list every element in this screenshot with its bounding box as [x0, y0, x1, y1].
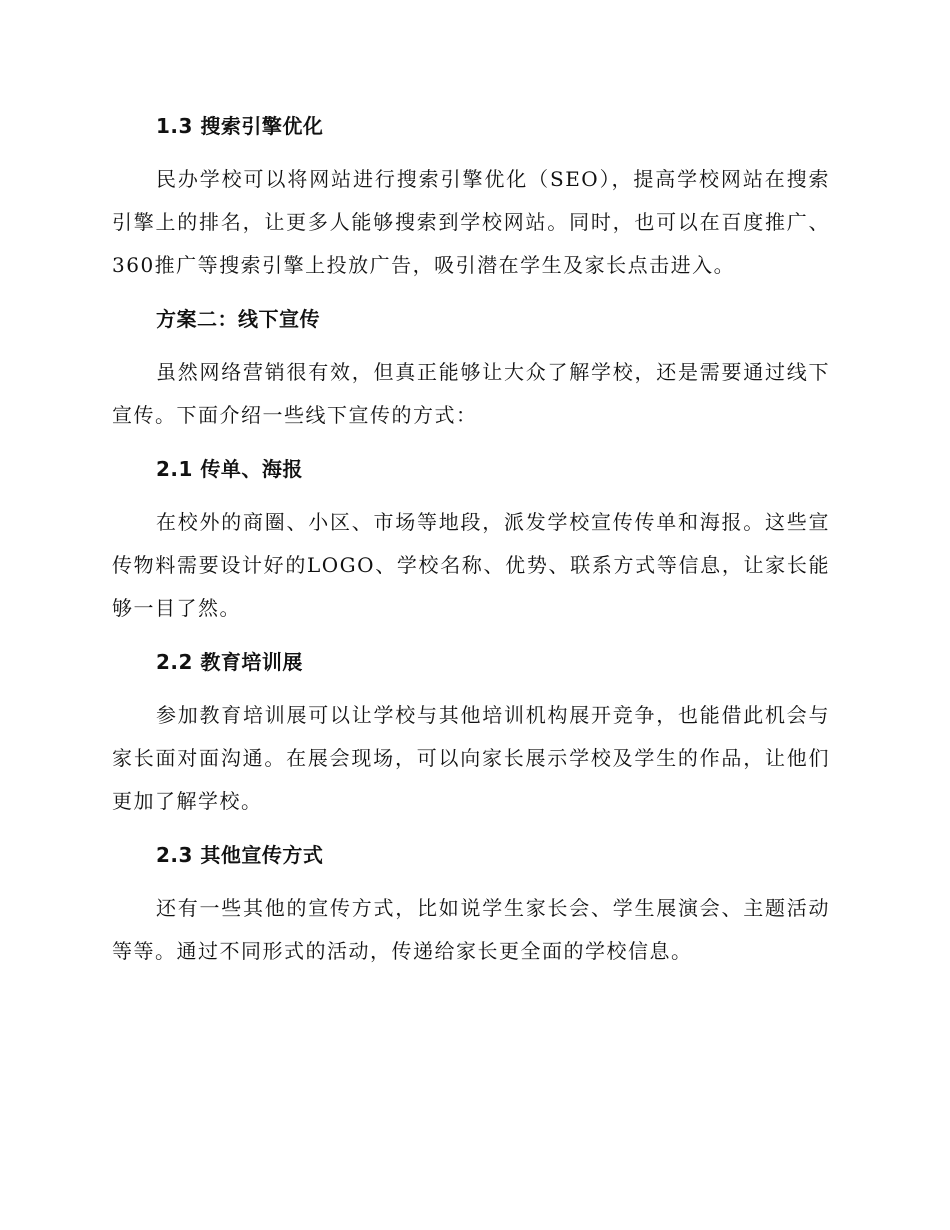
- section-paragraph-flyers-posters: 在校外的商圈、小区、市场等地段，派发学校宣传传单和海报。这些宣传物料需要设计好的LOGO、学校名称、优势、联系方式等信息，让家长能够一目了然。: [112, 510, 830, 620]
- section-paragraph-education-expo: 参加教育培训展可以让学校与其他培训机构展开竞争，也能借此机会与家长面对面沟通。在展会现场，可以向家长展示学校及学生的作品，让他们更加了解学校。: [112, 703, 830, 813]
- section-heading-education-expo: 2.2 教育培训展: [156, 650, 303, 674]
- document-body: [112, 108, 830, 987]
- section-heading-offline-promotion: 方案二：线下宣传: [156, 307, 320, 331]
- section-paragraph-other-promotion: 还有一些其他的宣传方式，比如说学生家长会、学生展演会、主题活动等等。通过不同形式的活动，传递给家长更全面的学校信息。: [112, 896, 830, 963]
- section-paragraph-offline-promotion: 虽然网络营销很有效，但真正能够让大众了解学校，还是需要通过线下宣传。下面介绍一些线下宣传的方式：: [112, 360, 830, 427]
- section-heading-flyers-posters: 2.1 传单、海报: [156, 457, 303, 481]
- section-heading-other-promotion: 2.3 其他宣传方式: [156, 843, 324, 867]
- section-paragraph-seo: 民办学校可以将网站进行搜索引擎优化（SEO），提高学校网站在搜索引擎上的排名，让更多人能够搜索到学校网站。同时，也可以在百度推广、360推广等搜索引擎上投放广告，吸引潜在学生及家长点击进入。: [112, 167, 830, 277]
- section-heading-seo: 1.3 搜索引擎优化: [156, 114, 324, 138]
